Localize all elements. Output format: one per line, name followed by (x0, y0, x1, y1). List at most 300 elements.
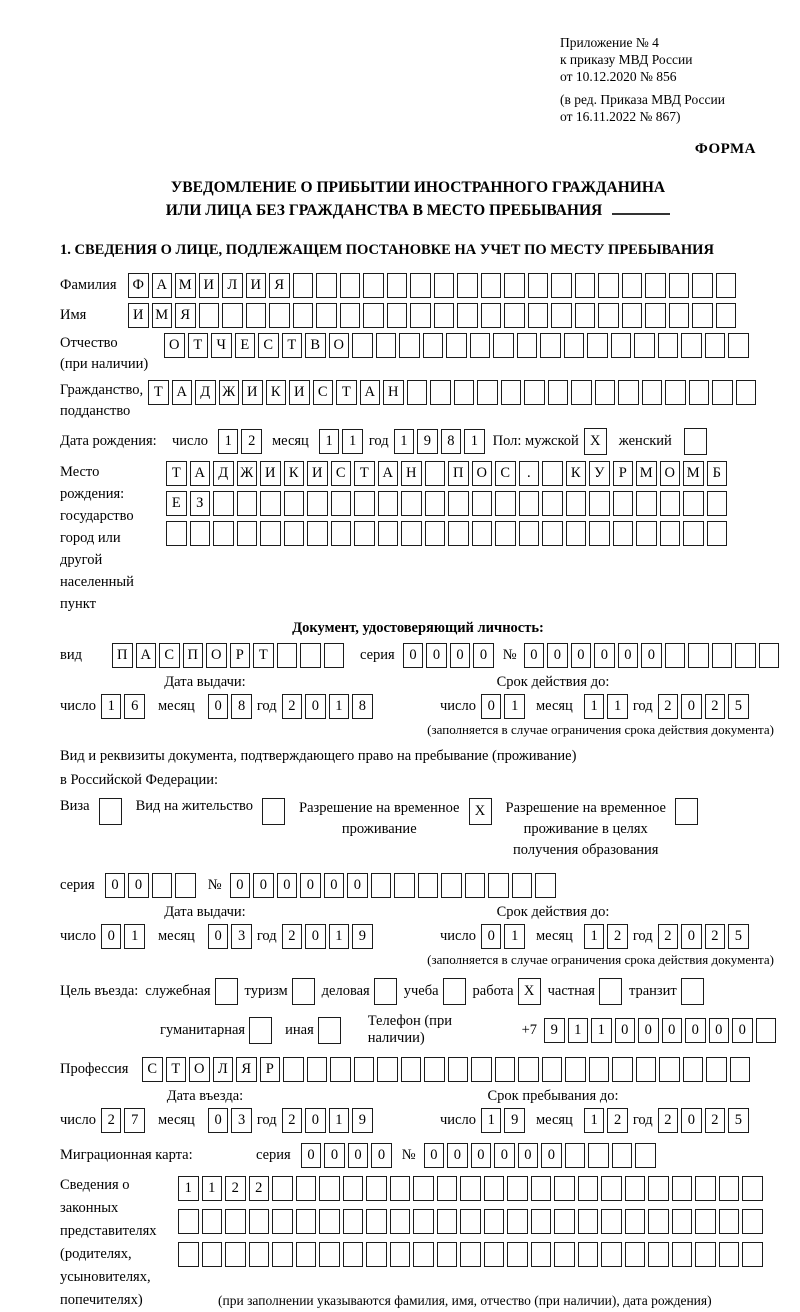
birthplace-cell[interactable]: Е (166, 491, 187, 516)
surname-cell[interactable] (316, 273, 337, 298)
checkbox-cell[interactable] (374, 978, 397, 1005)
guardian-cell[interactable] (272, 1176, 293, 1201)
birthplace-cell[interactable]: Ж (237, 461, 258, 486)
birthplace-cell[interactable]: . (519, 461, 540, 486)
firstname-cell[interactable]: Я (175, 303, 196, 328)
date-cell[interactable]: 8 (352, 694, 373, 719)
guardian-cell[interactable] (531, 1242, 552, 1267)
date-cell[interactable]: 2 (607, 924, 628, 949)
date-cell[interactable]: 0 (481, 694, 502, 719)
date-cell[interactable]: 0 (305, 1108, 326, 1133)
guardian-cell[interactable] (319, 1209, 340, 1234)
date-cell[interactable]: 5 (728, 1108, 749, 1133)
birthplace-cell[interactable] (378, 491, 399, 516)
citizenship-cell[interactable]: А (360, 380, 381, 405)
iddoc-number-cell[interactable]: 0 (641, 643, 662, 668)
date-cell[interactable]: 1 (481, 1108, 502, 1133)
surname-cell[interactable]: Ф (128, 273, 149, 298)
firstname-cell[interactable] (246, 303, 267, 328)
patronymic-cell[interactable]: С (258, 333, 279, 358)
date-cell[interactable]: 0 (305, 694, 326, 719)
birthplace-cell[interactable]: Б (707, 461, 728, 486)
guardian-cell[interactable] (249, 1209, 270, 1234)
birthplace-cell[interactable]: С (331, 461, 352, 486)
patronymic-cell[interactable] (423, 333, 444, 358)
citizenship-cell[interactable]: А (172, 380, 193, 405)
citizenship-cell[interactable] (618, 380, 639, 405)
phone-digit-cell[interactable]: 0 (685, 1018, 706, 1043)
checkbox-cell[interactable]: X (518, 978, 541, 1005)
citizenship-cell[interactable]: И (289, 380, 310, 405)
patronymic-cell[interactable] (540, 333, 561, 358)
checkbox-cell[interactable] (215, 978, 238, 1005)
birthplace-cell[interactable] (401, 521, 422, 546)
birthplace-cell[interactable]: Р (613, 461, 634, 486)
firstname-cell[interactable] (363, 303, 384, 328)
firstname-cell[interactable] (528, 303, 549, 328)
birthplace-cell[interactable] (378, 521, 399, 546)
birthplace-cell[interactable] (331, 521, 352, 546)
guardian-cell[interactable] (719, 1176, 740, 1201)
profession-cell[interactable] (377, 1057, 398, 1082)
birthplace-cell[interactable] (307, 491, 328, 516)
patronymic-cell[interactable] (446, 333, 467, 358)
guardian-cell[interactable] (319, 1176, 340, 1201)
date-cell[interactable]: 3 (231, 1108, 252, 1133)
patronymic-cell[interactable] (705, 333, 726, 358)
checkbox-cell[interactable]: X (469, 798, 492, 825)
guardian-cell[interactable] (178, 1209, 199, 1234)
birth-year-cell[interactable]: 9 (417, 429, 438, 454)
birthplace-cell[interactable] (589, 521, 610, 546)
profession-cell[interactable] (730, 1057, 751, 1082)
surname-cell[interactable] (575, 273, 596, 298)
resdoc-number-cell[interactable] (441, 873, 462, 898)
phone-digit-cell[interactable]: 1 (591, 1018, 612, 1043)
surname-cell[interactable] (504, 273, 525, 298)
date-cell[interactable]: 2 (705, 924, 726, 949)
resdoc-number-cell[interactable]: 0 (277, 873, 298, 898)
iddoc-number-cell[interactable]: 0 (547, 643, 568, 668)
surname-cell[interactable] (551, 273, 572, 298)
guardian-cell[interactable] (460, 1176, 481, 1201)
date-cell[interactable]: 2 (282, 1108, 303, 1133)
migration-number-cell[interactable]: 0 (447, 1143, 468, 1168)
date-cell[interactable]: 0 (101, 924, 122, 949)
birthplace-cell[interactable] (190, 521, 211, 546)
firstname-cell[interactable] (481, 303, 502, 328)
date-cell[interactable]: 2 (658, 1108, 679, 1133)
citizenship-cell[interactable] (571, 380, 592, 405)
date-cell[interactable]: 1 (329, 1108, 350, 1133)
guardian-cell[interactable]: 2 (249, 1176, 270, 1201)
guardian-cell[interactable] (601, 1209, 622, 1234)
guardian-cell[interactable] (202, 1209, 223, 1234)
guardian-cell[interactable] (202, 1242, 223, 1267)
patronymic-cell[interactable]: В (305, 333, 326, 358)
resdoc-number-cell[interactable] (535, 873, 556, 898)
resdoc-number-cell[interactable]: 0 (253, 873, 274, 898)
guardian-cell[interactable] (484, 1242, 505, 1267)
date-cell[interactable]: 5 (728, 924, 749, 949)
birth-day-cell[interactable]: 1 (218, 429, 239, 454)
guardian-cell[interactable] (672, 1242, 693, 1267)
date-cell[interactable]: 2 (705, 694, 726, 719)
firstname-cell[interactable] (669, 303, 690, 328)
firstname-cell[interactable]: М (152, 303, 173, 328)
checkbox-cell[interactable]: X (584, 428, 607, 455)
date-cell[interactable]: 2 (282, 694, 303, 719)
guardian-cell[interactable] (578, 1209, 599, 1234)
date-cell[interactable]: 1 (101, 694, 122, 719)
guardian-cell[interactable] (672, 1209, 693, 1234)
phone-digit-cell[interactable]: 0 (615, 1018, 636, 1043)
surname-cell[interactable]: Л (222, 273, 243, 298)
profession-cell[interactable]: Т (166, 1057, 187, 1082)
birthplace-cell[interactable]: А (378, 461, 399, 486)
date-cell[interactable]: 9 (504, 1108, 525, 1133)
surname-cell[interactable] (457, 273, 478, 298)
birthplace-cell[interactable] (542, 461, 563, 486)
iddoc-number-cell[interactable] (688, 643, 709, 668)
birthplace-cell[interactable] (307, 521, 328, 546)
guardian-cell[interactable] (695, 1209, 716, 1234)
guardian-cell[interactable] (695, 1242, 716, 1267)
birthplace-cell[interactable]: И (260, 461, 281, 486)
iddoc-type-cell[interactable] (300, 643, 321, 668)
date-cell[interactable]: 2 (282, 924, 303, 949)
iddoc-series-cell[interactable]: 0 (403, 643, 424, 668)
guardian-cell[interactable] (343, 1176, 364, 1201)
guardian-cell[interactable] (366, 1176, 387, 1201)
profession-cell[interactable]: О (189, 1057, 210, 1082)
birthplace-cell[interactable]: А (190, 461, 211, 486)
iddoc-number-cell[interactable]: 0 (618, 643, 639, 668)
birthplace-cell[interactable] (566, 521, 587, 546)
date-cell[interactable]: 2 (658, 924, 679, 949)
resdoc-number-cell[interactable] (418, 873, 439, 898)
guardian-cell[interactable] (437, 1242, 458, 1267)
firstname-cell[interactable] (622, 303, 643, 328)
guardian-cell[interactable] (296, 1176, 317, 1201)
date-cell[interactable]: 0 (681, 924, 702, 949)
birthplace-cell[interactable]: У (589, 461, 610, 486)
guardian-cell[interactable] (554, 1242, 575, 1267)
birthplace-cell[interactable] (354, 491, 375, 516)
surname-cell[interactable] (528, 273, 549, 298)
checkbox-cell[interactable] (443, 978, 466, 1005)
resdoc-number-cell[interactable]: 0 (230, 873, 251, 898)
birthplace-cell[interactable]: К (566, 461, 587, 486)
patronymic-cell[interactable] (681, 333, 702, 358)
birthplace-cell[interactable] (401, 491, 422, 516)
phone-digit-cell[interactable]: 9 (544, 1018, 565, 1043)
guardian-cell[interactable] (413, 1176, 434, 1201)
guardian-cell[interactable] (648, 1209, 669, 1234)
patronymic-cell[interactable]: Е (235, 333, 256, 358)
birthplace-cell[interactable] (448, 521, 469, 546)
profession-cell[interactable]: Р (260, 1057, 281, 1082)
birthplace-cell[interactable] (213, 521, 234, 546)
surname-cell[interactable]: И (199, 273, 220, 298)
surname-cell[interactable] (434, 273, 455, 298)
guardian-cell[interactable] (484, 1209, 505, 1234)
phone-digit-cell[interactable]: 0 (709, 1018, 730, 1043)
iddoc-number-cell[interactable]: 0 (571, 643, 592, 668)
guardian-cell[interactable] (366, 1209, 387, 1234)
resdoc-series-cell[interactable] (152, 873, 173, 898)
guardian-cell[interactable] (531, 1209, 552, 1234)
guardian-cell[interactable] (390, 1209, 411, 1234)
date-cell[interactable]: 7 (124, 1108, 145, 1133)
date-cell[interactable]: 0 (208, 694, 229, 719)
firstname-cell[interactable] (293, 303, 314, 328)
guardian-cell[interactable]: 2 (225, 1176, 246, 1201)
guardian-cell[interactable] (719, 1209, 740, 1234)
citizenship-cell[interactable] (548, 380, 569, 405)
iddoc-series-cell[interactable]: 0 (426, 643, 447, 668)
guardian-cell[interactable] (601, 1242, 622, 1267)
guardian-cell[interactable] (672, 1176, 693, 1201)
birthplace-cell[interactable] (660, 521, 681, 546)
resdoc-number-cell[interactable]: 0 (300, 873, 321, 898)
phone-digit-cell[interactable]: 0 (638, 1018, 659, 1043)
birthplace-cell[interactable]: М (683, 461, 704, 486)
date-cell[interactable]: 9 (352, 1108, 373, 1133)
migration-number-cell[interactable] (588, 1143, 609, 1168)
migration-number-cell[interactable]: 0 (424, 1143, 445, 1168)
guardian-cell[interactable] (648, 1242, 669, 1267)
surname-cell[interactable] (622, 273, 643, 298)
phone-digit-cell[interactable] (756, 1018, 777, 1043)
iddoc-type-cell[interactable]: П (183, 643, 204, 668)
patronymic-cell[interactable] (564, 333, 585, 358)
date-cell[interactable]: 2 (607, 1108, 628, 1133)
profession-cell[interactable] (283, 1057, 304, 1082)
date-cell[interactable]: 1 (607, 694, 628, 719)
date-cell[interactable]: 0 (681, 1108, 702, 1133)
surname-cell[interactable]: А (152, 273, 173, 298)
iddoc-type-cell[interactable]: Р (230, 643, 251, 668)
profession-cell[interactable] (659, 1057, 680, 1082)
surname-cell[interactable]: И (246, 273, 267, 298)
date-cell[interactable]: 1 (329, 694, 350, 719)
citizenship-cell[interactable] (712, 380, 733, 405)
surname-cell[interactable]: М (175, 273, 196, 298)
patronymic-cell[interactable] (634, 333, 655, 358)
guardian-cell[interactable] (437, 1209, 458, 1234)
birthplace-cell[interactable] (331, 491, 352, 516)
birthplace-cell[interactable] (566, 491, 587, 516)
date-cell[interactable]: 8 (231, 694, 252, 719)
patronymic-cell[interactable]: О (329, 333, 350, 358)
guardian-cell[interactable] (390, 1242, 411, 1267)
patronymic-cell[interactable] (493, 333, 514, 358)
patronymic-cell[interactable] (376, 333, 397, 358)
firstname-cell[interactable] (199, 303, 220, 328)
citizenship-cell[interactable]: Т (148, 380, 169, 405)
guardian-cell[interactable] (366, 1242, 387, 1267)
birthplace-cell[interactable] (260, 521, 281, 546)
citizenship-cell[interactable] (595, 380, 616, 405)
birthplace-cell[interactable] (683, 491, 704, 516)
profession-cell[interactable]: С (142, 1057, 163, 1082)
profession-cell[interactable]: Л (213, 1057, 234, 1082)
date-cell[interactable]: 1 (584, 924, 605, 949)
citizenship-cell[interactable] (689, 380, 710, 405)
firstname-cell[interactable] (716, 303, 737, 328)
profession-cell[interactable] (612, 1057, 633, 1082)
birthplace-cell[interactable]: З (190, 491, 211, 516)
birthplace-cell[interactable] (613, 491, 634, 516)
birth-year-cell[interactable]: 1 (464, 429, 485, 454)
firstname-cell[interactable] (598, 303, 619, 328)
surname-cell[interactable] (387, 273, 408, 298)
guardian-cell[interactable] (460, 1209, 481, 1234)
citizenship-cell[interactable] (665, 380, 686, 405)
citizenship-cell[interactable] (430, 380, 451, 405)
guardian-cell[interactable] (343, 1242, 364, 1267)
resdoc-number-cell[interactable]: 0 (324, 873, 345, 898)
date-cell[interactable]: 2 (101, 1108, 122, 1133)
firstname-cell[interactable] (504, 303, 525, 328)
guardian-cell[interactable] (413, 1209, 434, 1234)
date-cell[interactable]: 1 (124, 924, 145, 949)
iddoc-type-cell[interactable] (277, 643, 298, 668)
guardian-cell[interactable] (178, 1242, 199, 1267)
patronymic-cell[interactable] (587, 333, 608, 358)
birthplace-cell[interactable]: П (448, 461, 469, 486)
date-cell[interactable]: 1 (504, 694, 525, 719)
birthplace-cell[interactable] (660, 491, 681, 516)
iddoc-number-cell[interactable] (712, 643, 733, 668)
citizenship-cell[interactable]: Н (383, 380, 404, 405)
guardian-cell[interactable] (225, 1209, 246, 1234)
migration-number-cell[interactable] (565, 1143, 586, 1168)
guardian-cell[interactable]: 1 (202, 1176, 223, 1201)
birth-day-cell[interactable]: 2 (241, 429, 262, 454)
birthplace-cell[interactable] (707, 521, 728, 546)
guardian-cell[interactable] (507, 1209, 528, 1234)
birthplace-cell[interactable] (284, 521, 305, 546)
profession-cell[interactable] (401, 1057, 422, 1082)
date-cell[interactable]: 0 (208, 1108, 229, 1133)
iddoc-number-cell[interactable] (735, 643, 756, 668)
firstname-cell[interactable] (645, 303, 666, 328)
date-cell[interactable]: 0 (481, 924, 502, 949)
firstname-cell[interactable] (387, 303, 408, 328)
guardian-cell[interactable] (578, 1242, 599, 1267)
guardian-cell[interactable] (249, 1242, 270, 1267)
birthplace-cell[interactable]: Т (166, 461, 187, 486)
firstname-cell[interactable]: И (128, 303, 149, 328)
patronymic-cell[interactable]: Т (282, 333, 303, 358)
guardian-cell[interactable] (601, 1176, 622, 1201)
birthplace-cell[interactable] (683, 521, 704, 546)
birthplace-cell[interactable]: И (307, 461, 328, 486)
checkbox-cell[interactable] (262, 798, 285, 825)
patronymic-cell[interactable] (611, 333, 632, 358)
birthplace-cell[interactable] (260, 491, 281, 516)
guardian-cell[interactable] (343, 1209, 364, 1234)
birthplace-cell[interactable] (425, 521, 446, 546)
guardian-cell[interactable] (578, 1176, 599, 1201)
citizenship-cell[interactable] (642, 380, 663, 405)
resdoc-series-cell[interactable]: 0 (105, 873, 126, 898)
surname-cell[interactable] (293, 273, 314, 298)
guardian-cell[interactable] (719, 1242, 740, 1267)
birthplace-cell[interactable] (519, 491, 540, 516)
birthplace-cell[interactable]: К (284, 461, 305, 486)
iddoc-series-cell[interactable]: 0 (473, 643, 494, 668)
birthplace-cell[interactable]: Н (401, 461, 422, 486)
patronymic-cell[interactable] (352, 333, 373, 358)
guardian-cell[interactable] (742, 1176, 763, 1201)
patronymic-cell[interactable] (728, 333, 749, 358)
birthplace-cell[interactable] (213, 491, 234, 516)
birth-month-cell[interactable]: 1 (319, 429, 340, 454)
resdoc-number-cell[interactable] (512, 873, 533, 898)
guardian-cell[interactable] (742, 1242, 763, 1267)
patronymic-cell[interactable] (658, 333, 679, 358)
citizenship-cell[interactable] (501, 380, 522, 405)
profession-cell[interactable] (706, 1057, 727, 1082)
profession-cell[interactable] (518, 1057, 539, 1082)
citizenship-cell[interactable] (477, 380, 498, 405)
firstname-cell[interactable] (340, 303, 361, 328)
migration-series-cell[interactable]: 0 (371, 1143, 392, 1168)
guardian-cell[interactable] (437, 1176, 458, 1201)
firstname-cell[interactable] (410, 303, 431, 328)
profession-cell[interactable] (307, 1057, 328, 1082)
resdoc-series-cell[interactable] (175, 873, 196, 898)
checkbox-cell[interactable] (684, 428, 707, 455)
profession-cell[interactable] (354, 1057, 375, 1082)
phone-digit-cell[interactable]: 0 (662, 1018, 683, 1043)
citizenship-cell[interactable]: Т (336, 380, 357, 405)
surname-cell[interactable] (598, 273, 619, 298)
guardian-cell[interactable] (296, 1209, 317, 1234)
citizenship-cell[interactable] (407, 380, 428, 405)
guardian-cell[interactable] (507, 1176, 528, 1201)
checkbox-cell[interactable] (318, 1017, 341, 1044)
guardian-cell[interactable] (695, 1176, 716, 1201)
birthplace-cell[interactable] (472, 491, 493, 516)
citizenship-cell[interactable] (736, 380, 757, 405)
birthplace-cell[interactable] (425, 491, 446, 516)
firstname-cell[interactable] (551, 303, 572, 328)
date-cell[interactable]: 2 (658, 694, 679, 719)
birthplace-cell[interactable] (495, 521, 516, 546)
migration-number-cell[interactable]: 0 (471, 1143, 492, 1168)
iddoc-number-cell[interactable] (665, 643, 686, 668)
resdoc-number-cell[interactable] (488, 873, 509, 898)
iddoc-number-cell[interactable] (759, 643, 780, 668)
iddoc-type-cell[interactable]: Т (253, 643, 274, 668)
guardian-cell[interactable] (413, 1242, 434, 1267)
patronymic-cell[interactable] (517, 333, 538, 358)
guardian-cell[interactable] (625, 1242, 646, 1267)
birthplace-cell[interactable] (636, 521, 657, 546)
birthplace-cell[interactable] (425, 461, 446, 486)
date-cell[interactable]: 1 (584, 694, 605, 719)
citizenship-cell[interactable]: К (266, 380, 287, 405)
profession-cell[interactable] (636, 1057, 657, 1082)
birthplace-cell[interactable]: Д (213, 461, 234, 486)
profession-cell[interactable]: Я (236, 1057, 257, 1082)
migration-number-cell[interactable] (635, 1143, 656, 1168)
iddoc-number-cell[interactable]: 0 (524, 643, 545, 668)
